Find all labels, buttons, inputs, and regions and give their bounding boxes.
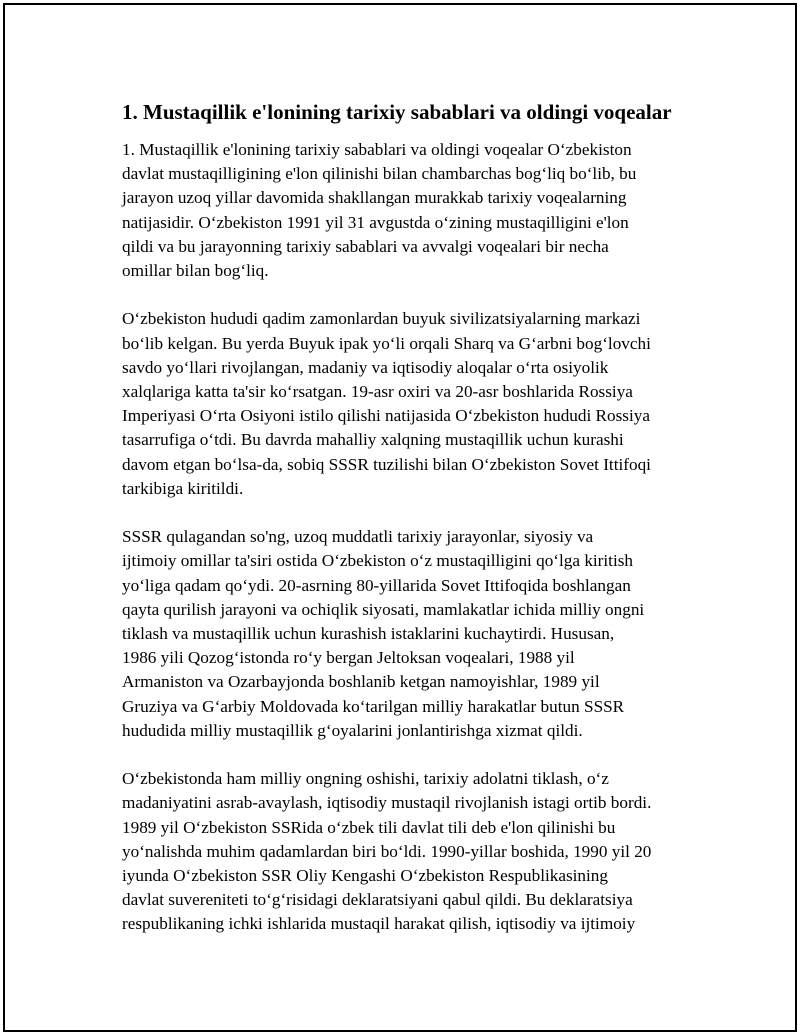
text-line: jarayon uzoq yillar davomida shakllangan murakkab tarixiy voqealarning [122,188,627,208]
text-line: 1986 yili Qozog‘istonda ro‘y bergan Jeltoksan voqealari, 1988 yil [122,648,575,668]
text-line: davlat suvereniteti to‘g‘risidagi deklaratsiyani qabul qildi. Bu deklaratsiya [122,890,633,910]
text-line: O‘zbekiston hududi qadim zamonlardan buyuk sivilizatsiyalarning markazi [122,309,641,329]
paragraph-container [122,138,702,937]
text-line: tarkibiga kiritildi. [122,478,244,498]
text-line: 1989 yil O‘zbekiston SSRida o‘zbek tili davlat tili deb e'lon qilinishi bu [122,817,616,837]
text-line: hududida milliy mustaqillik g‘oyalarini jonlantirishga xizmat qildi. [122,720,583,740]
text-line: davlat mustaqilligining e'lon qilinishi bilan chambarchas bog‘liq bo‘lib, bu [122,164,637,184]
text-line: savdo yo‘llari rivojlangan, madaniy va iqtisodiy aloqalar o‘rta osiyolik [122,357,609,377]
text-line: bo‘lib kelgan. Bu yerda Buyuk ipak yo‘li orqali Sharq va G‘arbni bog‘lovchi [122,333,651,353]
text-line: omillar bilan bog‘liq. [122,261,269,281]
text-line: xalqlariga katta ta'sir ko‘rsatgan. 19-asr oxiri va 20-asr boshlarida Rossiya [122,382,633,402]
text-line: Imperiyasi O‘rta Osiyoni istilo qilishi natijasida O‘zbekiston hududi Rossiya [122,406,650,426]
document-body [122,98,702,961]
text-line: yo‘liga qadam qo‘ydi. 20-asrning 80-yillarida Sovet Ittifoqida boshlangan [122,575,631,595]
text-line: tiklash va mustaqillik uchun kurashish istaklarini kuchaytirdi. Hususan, [122,624,615,644]
text-line: yo‘nalishda muhim qadamlardan biri bo‘ldi. 1990-yillar boshida, 1990 yil 20 [122,841,652,861]
text-line: SSSR qulagandan so'ng, uzoq muddatli tarixiy jarayonlar, siyosiy va [122,527,594,547]
text-line: madaniyatini asrab-avaylash, iqtisodiy mustaqil rivojlanish istagi ortib bordi. [122,793,652,813]
page-frame [3,3,797,1032]
text-line: natijasidir. O‘zbekiston 1991 yil 31 avgustda o‘zining mustaqilligini e'lon [122,212,629,232]
document-heading: 1. Mustaqillik e'lonining tarixiy sabablari va oldingi voqealar [122,100,672,124]
text-line: 1. Mustaqillik e'lonining tarixiy sabablari va oldingi voqealar O‘zbekiston [122,140,632,159]
text-line: Armaniston va Ozarbayjonda boshlanib ketgan namoyishlar, 1989 yil [122,672,600,692]
text-line: respublikaning ichki ishlarida mustaqil harakat qilish, iqtisodiy va ijtimoiy [122,914,636,934]
text-line: qayta qurilish jarayoni va ochiqlik siyosati, mamlakatlar ichida milliy ongni [122,599,645,619]
paragraph [122,525,702,743]
text-line: qildi va bu jarayonning tarixiy sabablari va avvalgi voqealari bir necha [122,236,609,256]
text-line: davom etgan bo‘lsa-da, sobiq SSSR tuzilishi bilan O‘zbekiston Sovet Ittifoqi [122,454,651,474]
text-line: iyunda O‘zbekiston SSR Oliy Kengashi O‘zbekiston Respublikasining [122,866,608,886]
paragraph [122,138,702,283]
paragraph [122,307,702,501]
text-line: ijtimoiy omillar ta'siri ostida O‘zbekiston o‘z mustaqilligini qo‘lga kiritish [122,551,634,571]
paragraph [122,767,702,936]
text-line: O‘zbekistonda ham milliy ongning oshishi, tarixiy adolatni tiklash, o‘z [122,769,609,789]
text-line: tasarrufiga o‘tdi. Bu davrda mahalliy xalqning mustaqillik uchun kurashi [122,430,624,450]
text-line: Gruziya va G‘arbiy Moldovada ko‘tarilgan milliy harakatlar butun SSSR [122,696,625,716]
